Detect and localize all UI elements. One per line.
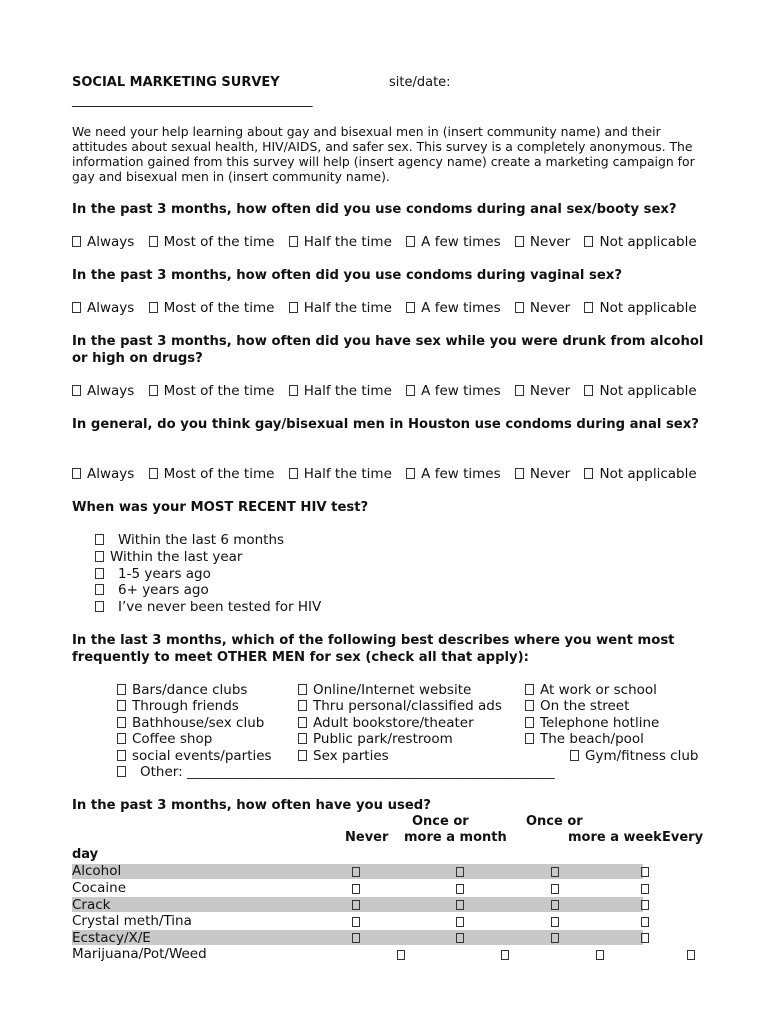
venue-friends[interactable]: Through friends: [117, 698, 239, 714]
checkbox-icon[interactable]: [95, 551, 104, 562]
checkbox-icon[interactable]: [95, 534, 104, 545]
venue-online[interactable]: Online/Internet website: [298, 682, 471, 698]
venue-bathhouse[interactable]: Bathhouse/sex club: [117, 715, 264, 731]
substance-ecstacy: Ecstacy/X/E: [72, 930, 151, 946]
substance-crystal-meth: Crystal meth/Tina: [72, 913, 192, 929]
checkbox-icon[interactable]: [406, 385, 415, 396]
checkbox-icon[interactable]: [149, 468, 158, 479]
checkbox-icon[interactable]: [298, 700, 307, 711]
checkbox-icon[interactable]: [551, 917, 559, 927]
checkbox-icon[interactable]: [641, 867, 649, 877]
checkbox-icon[interactable]: [149, 236, 158, 247]
checkbox-icon[interactable]: [72, 236, 81, 247]
checkbox-icon[interactable]: [456, 933, 464, 943]
checkbox-icon[interactable]: [515, 302, 524, 313]
checkbox-icon[interactable]: [641, 884, 649, 894]
checkbox-icon[interactable]: [289, 468, 298, 479]
q1-option-na[interactable]: Not applicable: [584, 234, 696, 250]
checkbox-icon[interactable]: [551, 933, 559, 943]
question-2: In the past 3 months, how often did you use condoms during vaginal sex?: [72, 268, 622, 283]
venue-other[interactable]: Other: ____________________________________________________________________: [117, 764, 554, 780]
header-once-or-month: Once or: [412, 814, 469, 829]
q1-option-most[interactable]: Most of the time: [149, 234, 275, 250]
checkbox-icon[interactable]: [515, 468, 524, 479]
checkbox-icon[interactable]: [641, 917, 649, 927]
header-more-week: more a week: [568, 830, 662, 845]
checkbox-icon[interactable]: [584, 302, 593, 313]
checkbox-icon[interactable]: [289, 236, 298, 247]
q2-option-few[interactable]: A few times: [406, 300, 500, 316]
checkbox-icon[interactable]: [397, 950, 405, 960]
q3-option-few[interactable]: A few times: [406, 383, 500, 399]
checkbox-icon[interactable]: [289, 302, 298, 313]
checkbox-icon[interactable]: [525, 700, 534, 711]
q1-option-half[interactable]: Half the time: [289, 234, 392, 250]
q4-option-most[interactable]: Most of the time: [149, 466, 275, 482]
question-4: In general, do you think gay/bisexual men in Houston use condoms during anal sex?: [72, 417, 699, 432]
header-once-or-week: Once or: [526, 814, 583, 829]
venue-beach[interactable]: The beach/pool: [525, 731, 644, 747]
q1-options: [72, 234, 697, 250]
checkbox-icon[interactable]: [95, 568, 104, 579]
substances-question: In the past 3 months, how often have you used?: [72, 798, 431, 813]
question-3: In the past 3 months, how often did you have sex while you were drunk from alcohol or high on drugs?: [72, 334, 704, 366]
checkbox-icon[interactable]: [641, 933, 649, 943]
venue-park[interactable]: Public park/restroom: [298, 731, 453, 747]
q4-option-half[interactable]: Half the time: [289, 466, 392, 482]
venue-bookstore[interactable]: Adult bookstore/theater: [298, 715, 474, 731]
checkbox-icon[interactable]: [406, 236, 415, 247]
checkbox-icon[interactable]: [95, 601, 104, 612]
checkbox-icon[interactable]: [641, 900, 649, 910]
q4-options: [72, 466, 697, 482]
checkbox-icon[interactable]: [289, 385, 298, 396]
venue-hotline[interactable]: Telephone hotline: [525, 715, 659, 731]
q3-option-always[interactable]: Always: [72, 383, 134, 399]
hiv-option-1-5-years[interactable]: 1-5 years ago: [95, 566, 211, 582]
hiv-test-question: When was your MOST RECENT HIV test?: [72, 500, 369, 515]
checkbox-icon[interactable]: [352, 917, 360, 927]
checkbox-icon[interactable]: [352, 900, 360, 910]
substance-marijuana: Marijuana/Pot/Weed: [72, 946, 207, 962]
q4-option-na[interactable]: Not applicable: [584, 466, 696, 482]
checkbox-icon[interactable]: [352, 884, 360, 894]
checkbox-icon[interactable]: [570, 750, 579, 761]
checkbox-icon[interactable]: [456, 884, 464, 894]
checkbox-icon[interactable]: [456, 867, 464, 877]
checkbox-icon[interactable]: [584, 385, 593, 396]
venue-work-school[interactable]: At work or school: [525, 682, 657, 698]
q2-option-na[interactable]: Not applicable: [584, 300, 696, 316]
checkbox-icon[interactable]: [117, 766, 126, 777]
checkbox-icon[interactable]: [117, 733, 126, 744]
checkbox-icon[interactable]: [551, 884, 559, 894]
checkbox-icon[interactable]: [551, 900, 559, 910]
checkbox-icon[interactable]: [352, 867, 360, 877]
q2-option-most[interactable]: Most of the time: [149, 300, 275, 316]
venue-gym[interactable]: Gym/fitness club: [570, 748, 698, 764]
checkbox-icon[interactable]: [117, 717, 126, 728]
q4-option-few[interactable]: A few times: [406, 466, 500, 482]
q2-options: [72, 300, 697, 316]
header-day: day: [72, 847, 99, 862]
checkbox-icon[interactable]: [298, 717, 307, 728]
checkbox-icon[interactable]: [149, 302, 158, 313]
q2-option-always[interactable]: Always: [72, 300, 134, 316]
checkbox-icon[interactable]: [72, 302, 81, 313]
venue-sex-parties[interactable]: Sex parties: [298, 748, 389, 764]
checkbox-icon[interactable]: [406, 302, 415, 313]
venue-personal-ads[interactable]: Thru personal/classified ads: [298, 698, 502, 714]
q2-option-half[interactable]: Half the time: [289, 300, 392, 316]
checkbox-icon[interactable]: [501, 950, 509, 960]
hiv-option-last-year[interactable]: Within the last year: [95, 549, 242, 565]
checkbox-icon[interactable]: [525, 717, 534, 728]
q1-option-few[interactable]: A few times: [406, 234, 500, 250]
substance-cocaine: Cocaine: [72, 880, 126, 896]
survey-title: SOCIAL MARKETING SURVEY: [72, 75, 280, 90]
checkbox-icon[interactable]: [584, 468, 593, 479]
checkbox-icon[interactable]: [117, 700, 126, 711]
checkbox-icon[interactable]: [352, 933, 360, 943]
question-1: In the past 3 months, how often did you use condoms during anal sex/booty sex?: [72, 202, 677, 217]
venue-bars[interactable]: Bars/dance clubs: [117, 682, 247, 698]
header-every: Every: [662, 830, 704, 845]
hiv-option-6-plus-years[interactable]: 6+ years ago: [95, 582, 209, 598]
q4-option-never[interactable]: Never: [515, 466, 570, 482]
venue-social-events[interactable]: social events/parties: [117, 748, 272, 764]
header-more-month: more a month: [404, 830, 507, 845]
q3-option-na[interactable]: Not applicable: [584, 383, 696, 399]
venues-question: In the last 3 months, which of the following best describes where you went most frequently to meet OTHER MEN for sex (check all that apply):: [72, 633, 675, 665]
substance-crack: Crack: [72, 897, 111, 913]
site-date-underline: ________________________________________: [72, 93, 312, 108]
site-date-label: site/date:: [389, 75, 451, 90]
q3-option-half[interactable]: Half the time: [289, 383, 392, 399]
hiv-option-6-months[interactable]: Within the last 6 months: [95, 532, 284, 548]
checkbox-icon[interactable]: [117, 750, 126, 761]
checkbox-icon[interactable]: [456, 917, 464, 927]
checkbox-icon[interactable]: [515, 385, 524, 396]
header-never: Never: [345, 830, 389, 845]
checkbox-icon[interactable]: [406, 468, 415, 479]
checkbox-icon[interactable]: [72, 468, 81, 479]
q3-option-never[interactable]: Never: [515, 383, 570, 399]
substance-alcohol: Alcohol: [72, 863, 122, 879]
venue-coffee[interactable]: Coffee shop: [117, 731, 212, 747]
checkbox-icon[interactable]: [596, 950, 604, 960]
q1-option-never[interactable]: Never: [515, 234, 570, 250]
checkbox-icon[interactable]: [149, 385, 158, 396]
checkbox-icon[interactable]: [298, 750, 307, 761]
checkbox-icon[interactable]: [687, 950, 695, 960]
checkbox-icon[interactable]: [456, 900, 464, 910]
q4-option-always[interactable]: Always: [72, 466, 134, 482]
q1-option-always[interactable]: Always: [72, 234, 134, 250]
checkbox-icon[interactable]: [525, 733, 534, 744]
hiv-option-never-tested[interactable]: I’ve never been tested for HIV: [95, 599, 321, 615]
checkbox-icon[interactable]: [525, 684, 534, 695]
other-underline[interactable]: ____________________________________________________________________: [186, 765, 555, 779]
q3-option-most[interactable]: Most of the time: [149, 383, 275, 399]
checkbox-icon[interactable]: [298, 733, 307, 744]
checkbox-icon[interactable]: [95, 584, 104, 595]
q2-option-never[interactable]: Never: [515, 300, 570, 316]
checkbox-icon[interactable]: [298, 684, 307, 695]
checkbox-icon[interactable]: [117, 684, 126, 695]
intro-paragraph: We need your help learning about gay and bisexual men in (insert community name) and their attitudes about sexual health, HIV/AIDS, and safer sex. This survey is a completely anonymous. The information gained from this survey will help (insert agency name) create a marketing campaign for gay and bisexual men in (insert community name).: [72, 124, 695, 184]
checkbox-icon[interactable]: [72, 385, 81, 396]
checkbox-icon[interactable]: [584, 236, 593, 247]
q3-options: [72, 383, 697, 399]
checkbox-icon[interactable]: [551, 867, 559, 877]
checkbox-icon[interactable]: [515, 236, 524, 247]
venue-street[interactable]: On the street: [525, 698, 629, 714]
